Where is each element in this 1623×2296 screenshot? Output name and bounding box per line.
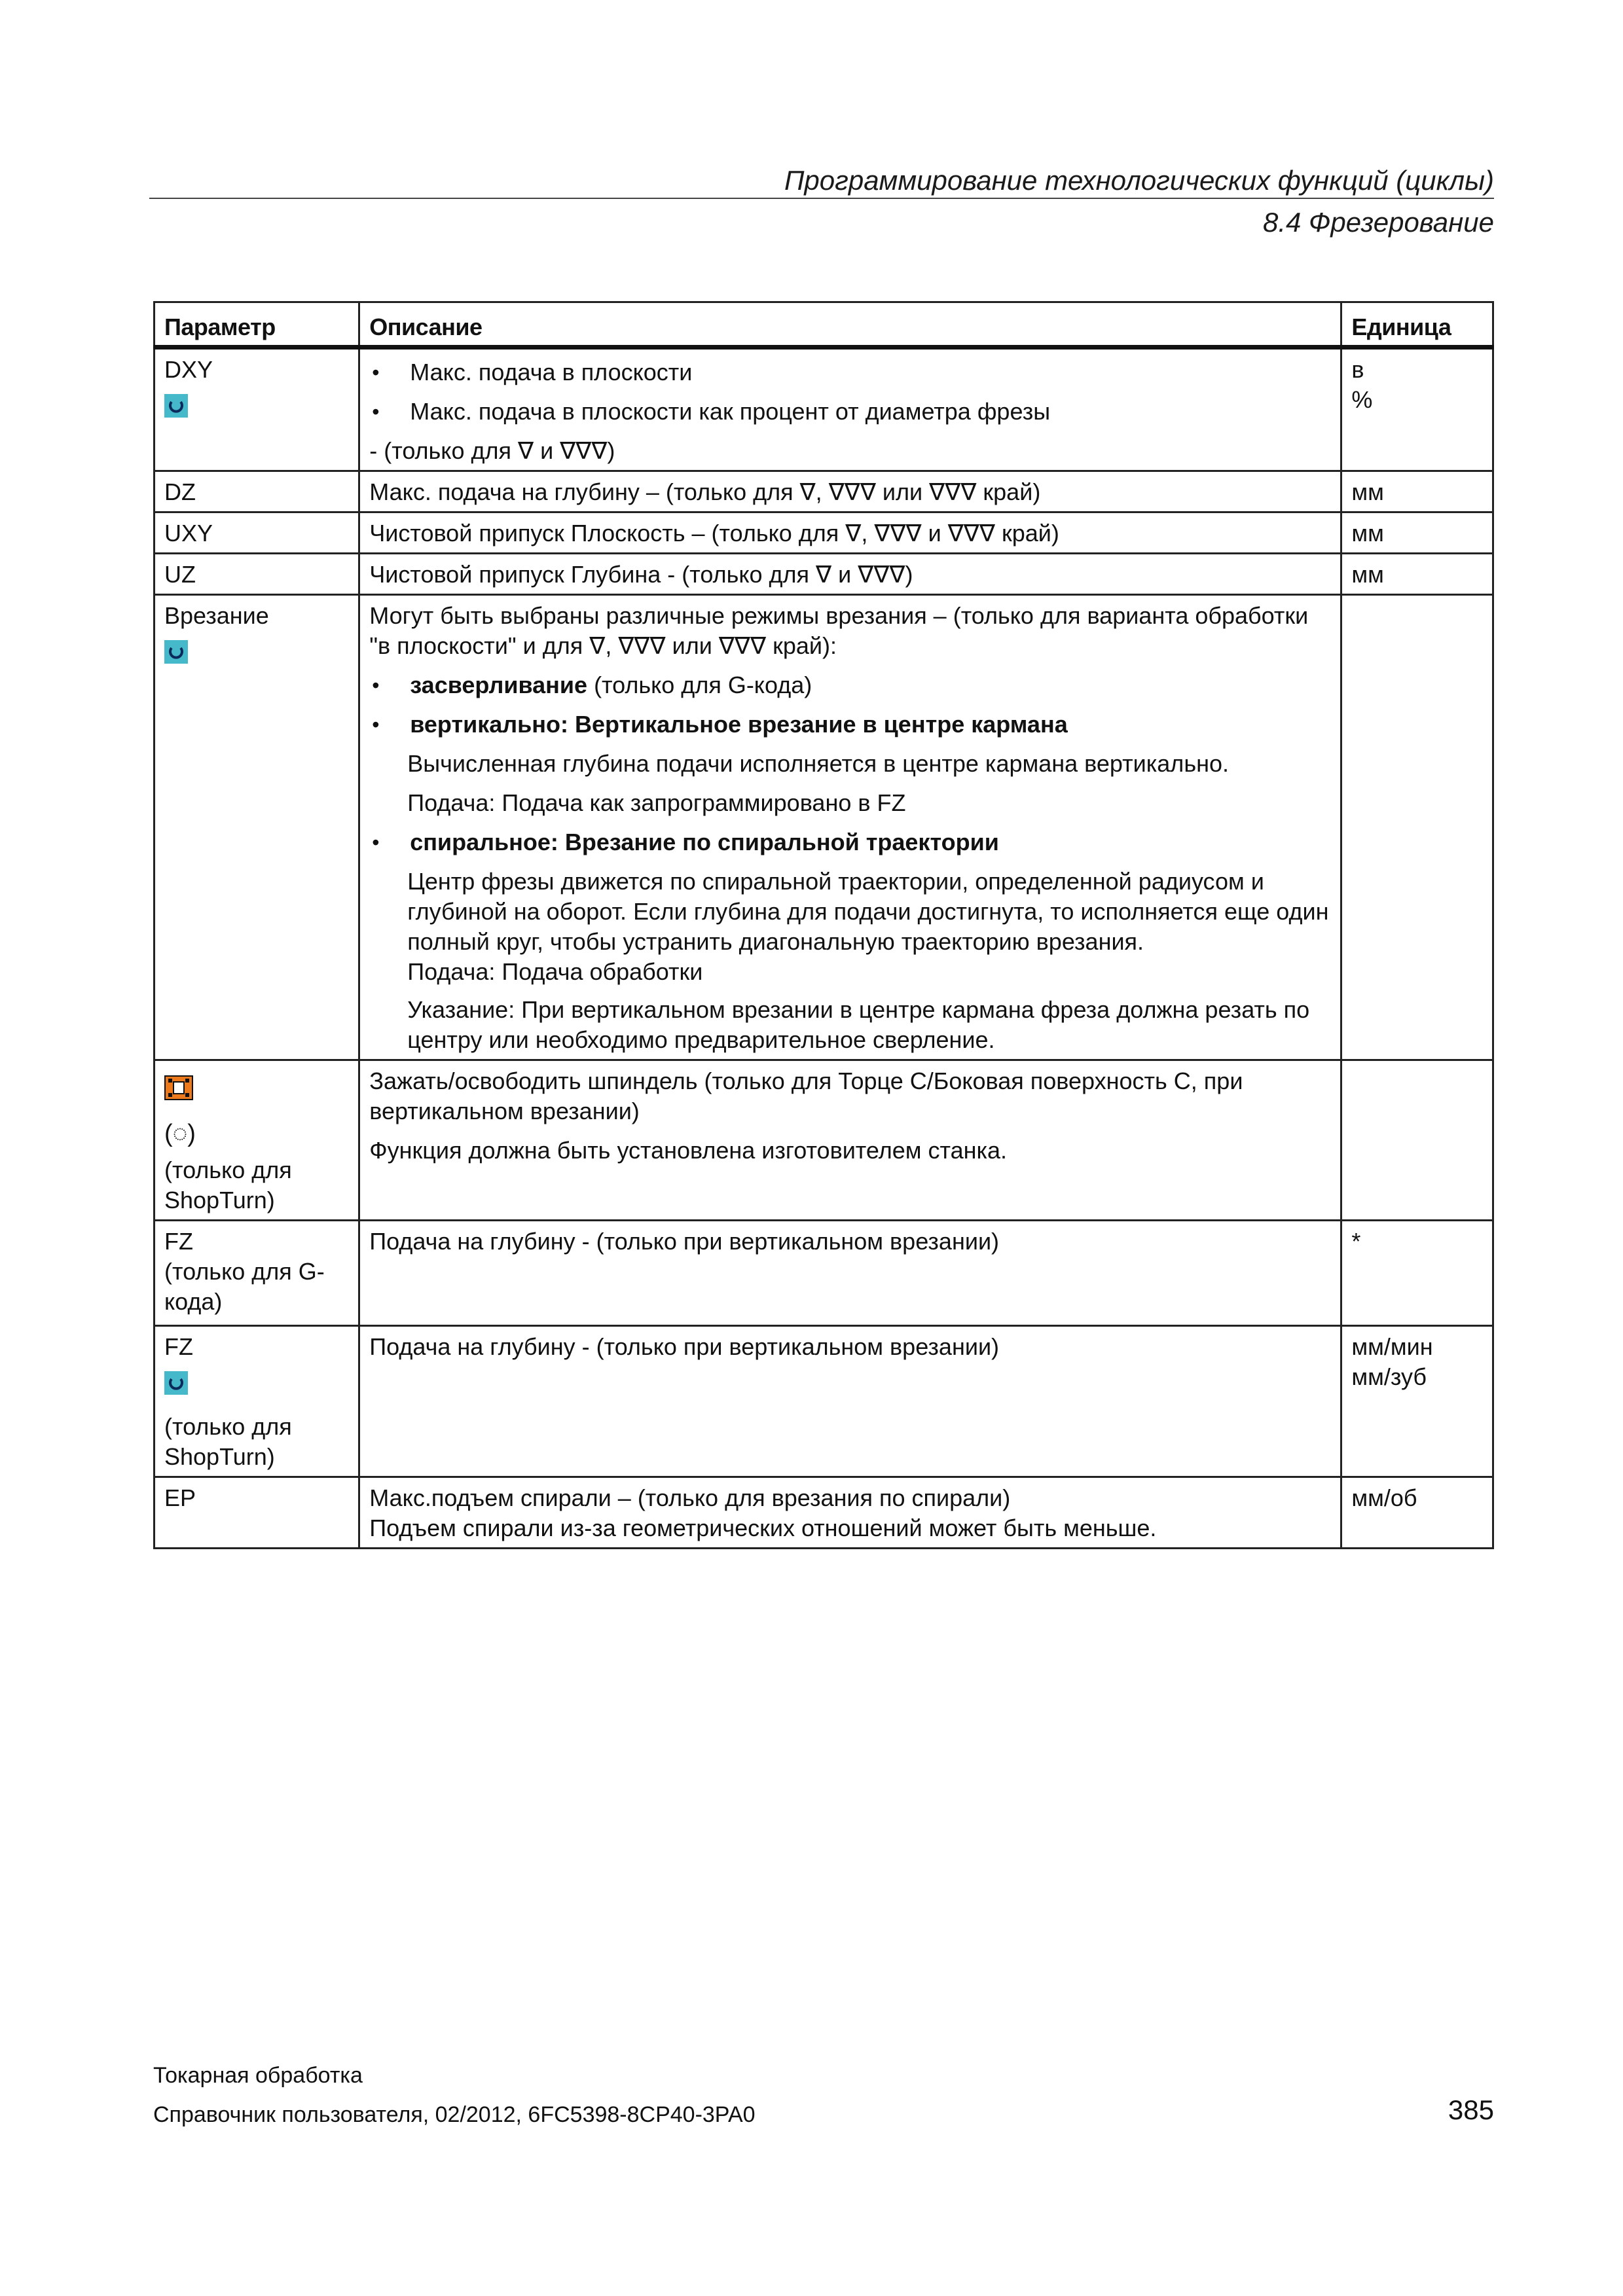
unit-value: %: [1351, 386, 1373, 413]
table-row: [155, 554, 1493, 595]
description-cell: Макс. подача на глубину – (только для ∇, ∇∇∇ или ∇∇∇ край): [359, 471, 1341, 512]
description-text: Макс.подъем спирали – (только для врезания по спирали): [369, 1484, 1011, 1511]
list-item-detail: Подача: Подача обработки: [407, 958, 703, 985]
table-row: [155, 348, 1493, 471]
unit-cell: [1341, 595, 1493, 1060]
unit-value: мм/зуб: [1351, 1363, 1427, 1390]
list-item: • засверливание (только для G-кода): [372, 672, 812, 698]
list-item: • спиральное: Врезание по спиральной траектории: [372, 829, 999, 855]
description-cell: Подача на глубину - (только при вертикальном врезании): [359, 1221, 1341, 1326]
unit-cell: [1341, 1326, 1493, 1477]
unit-cell: мм/об: [1341, 1477, 1493, 1549]
chapter-title: Программирование технологических функций (циклы): [784, 165, 1494, 196]
param-name: DZ: [155, 471, 359, 512]
unit-value: мм/мин: [1351, 1333, 1433, 1360]
param-cell: [155, 1060, 359, 1221]
shopturn-icon: [164, 394, 188, 418]
list-item-detail: Вычисленная глубина подачи исполняется в центре кармана вертикально.: [407, 750, 1229, 777]
unit-cell: [1341, 348, 1493, 471]
footer-product: Токарная обработка: [153, 2063, 363, 2088]
shopturn-icon: [164, 1371, 188, 1395]
description-intro: Могут быть выбраны различные режимы врезания – (только для варианта обработки "в плоскости" и для ∇, ∇∇∇ или ∇∇∇ край):: [369, 602, 1309, 659]
unit-cell: мм: [1341, 471, 1493, 512]
param-name: DXY: [164, 356, 213, 383]
description-cell: [359, 1060, 1341, 1221]
description-cell: Подача на глубину - (только при вертикальном врезании): [359, 1326, 1341, 1477]
param-name: Врезание: [164, 602, 269, 629]
table-row: [155, 512, 1493, 554]
description-cell: [359, 595, 1341, 1060]
param-note: (только для ShopTurn): [164, 1157, 292, 1213]
description-text: Зажать/освободить шпиндель (только для Торце C/Боковая поверхность C, при вертикальном врезании): [369, 1067, 1243, 1124]
table-row: [155, 1221, 1493, 1326]
column-header-description: Описание: [359, 302, 1341, 348]
table-row: [155, 595, 1493, 1060]
column-header-parameter: Параметр: [155, 302, 359, 348]
unit-cell: мм: [1341, 554, 1493, 595]
param-name: EP: [155, 1477, 359, 1549]
clamp-symbol: (◌): [164, 1120, 196, 1147]
footer-manual: Справочник пользователя, 02/2012, 6FC5398-8CP40-3PA0: [153, 2102, 756, 2127]
list-item-detail: Центр фрезы движется по спиральной траектории, определенной радиусом и глубиной на оборот. Если глубина для подачи достигнута, то исполняется еще один полный круг, чтобы устранить диагональную траекторию врезания.: [407, 868, 1329, 955]
list-item-detail: Указание: При вертикальном врезании в центре кармана фреза должна резать по центру или необходимо предварительное сверление.: [407, 996, 1310, 1053]
description-cell: [359, 1477, 1341, 1549]
column-header-unit: Единица: [1341, 302, 1493, 348]
param-name: FZ: [164, 1333, 193, 1360]
description-text: Функция должна быть установлена изготовителем станка.: [369, 1137, 1008, 1164]
param-name: UZ: [155, 554, 359, 595]
description-cell: [359, 348, 1341, 471]
param-cell: [155, 1326, 359, 1477]
description-cell: Чистовой припуск Глубина - (только для ∇ и ∇∇∇): [359, 554, 1341, 595]
header-rule: [149, 198, 1494, 199]
param-cell: [155, 348, 359, 471]
description-note: - (только для ∇ и ∇∇∇): [369, 437, 615, 464]
parameter-table: [153, 301, 1494, 1549]
list-item-detail: Подача: Подача как запрограммировано в FZ: [407, 789, 906, 816]
unit-cell: мм: [1341, 512, 1493, 554]
param-note: (только для G-кода): [164, 1258, 325, 1315]
description-text: Подъем спирали из-за геометрических отношений может быть меньше.: [369, 1515, 1157, 1541]
section-title: 8.4 Фрезерование: [1262, 207, 1494, 238]
unit-value: в: [1351, 356, 1364, 383]
param-note: (только для ShopTurn): [164, 1413, 292, 1470]
table-row: [155, 1060, 1493, 1221]
spindle-clamp-icon: [164, 1075, 193, 1100]
table-row: [155, 471, 1493, 512]
unit-cell: *: [1341, 1221, 1493, 1326]
table-row: [155, 1477, 1493, 1549]
list-item: • вертикально: Вертикальное врезание в центре кармана: [372, 711, 1068, 738]
param-name: UXY: [155, 512, 359, 554]
table-header-row: [155, 302, 1493, 348]
page-number: 385: [1448, 2094, 1494, 2125]
description-cell: Чистовой припуск Плоскость – (только для ∇, ∇∇∇ и ∇∇∇ край): [359, 512, 1341, 554]
unit-cell: [1341, 1060, 1493, 1221]
param-cell: [155, 1221, 359, 1326]
list-item: • Макс. подача в плоскости как процент от диаметра фрезы: [372, 398, 1051, 425]
table-row: [155, 1326, 1493, 1477]
list-item: • Макс. подача в плоскости: [372, 359, 693, 386]
shopturn-icon: [164, 640, 188, 664]
param-name: FZ: [164, 1228, 193, 1255]
param-cell: [155, 595, 359, 1060]
